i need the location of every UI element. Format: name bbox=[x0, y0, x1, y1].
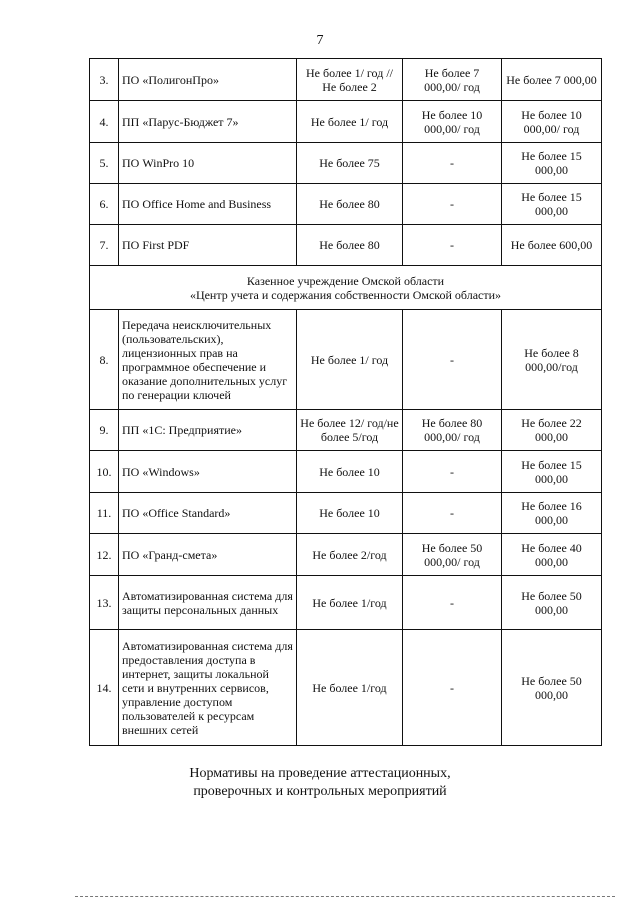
item-name: ПО «ПолигонПро» bbox=[119, 59, 297, 101]
row-number: 12. bbox=[90, 534, 119, 576]
item-name: ПП «1С: Предприятие» bbox=[119, 410, 297, 451]
table-body-a bbox=[90, 59, 602, 266]
price-cell: - bbox=[403, 310, 502, 410]
cost-cell: Не более 22 000,00 bbox=[502, 410, 602, 451]
row-number: 6. bbox=[90, 184, 119, 225]
cost-cell: Не более 15 000,00 bbox=[502, 184, 602, 225]
price-cell: Не более 80 000,00/ год bbox=[403, 410, 502, 451]
price-cell: - bbox=[403, 630, 502, 746]
section-header bbox=[90, 266, 602, 310]
cost-cell: Не более 50 000,00 bbox=[502, 576, 602, 630]
quantity-cell: Не более 1/ год bbox=[297, 310, 403, 410]
row-number: 14. bbox=[90, 630, 119, 746]
quantity-cell: Не более 1/ год // Не более 2 bbox=[297, 59, 403, 101]
item-name: ПО «Windows» bbox=[119, 451, 297, 493]
normatives-table bbox=[89, 58, 602, 746]
table-row bbox=[90, 184, 602, 225]
table-row bbox=[90, 225, 602, 266]
price-cell: Не более 10 000,00/ год bbox=[403, 101, 502, 143]
footer-heading bbox=[0, 765, 640, 801]
quantity-cell: Не более 75 bbox=[297, 143, 403, 184]
page-number: 7 bbox=[316, 33, 324, 48]
table-row bbox=[90, 143, 602, 184]
price-cell: - bbox=[403, 493, 502, 534]
row-number: 10. bbox=[90, 451, 119, 493]
item-name: ПО Office Home and Business bbox=[119, 184, 297, 225]
cost-cell: Не более 15 000,00 bbox=[502, 451, 602, 493]
table-row bbox=[90, 534, 602, 576]
quantity-cell: Не более 1/ год bbox=[297, 101, 403, 143]
row-number: 7. bbox=[90, 225, 119, 266]
cost-cell: Не более 16 000,00 bbox=[502, 493, 602, 534]
quantity-cell: Не более 1/год bbox=[297, 630, 403, 746]
row-number: 11. bbox=[90, 493, 119, 534]
row-number: 8. bbox=[90, 310, 119, 410]
bottom-divider bbox=[75, 896, 615, 897]
row-number: 4. bbox=[90, 101, 119, 143]
price-cell: - bbox=[403, 184, 502, 225]
item-name: Передача неисключительных (пользовательских), лицензионных прав на программное обеспечение и оказание дополнительных услуг по генерации ключей bbox=[119, 310, 297, 410]
cost-cell: Не более 600,00 bbox=[502, 225, 602, 266]
item-name: ПО WinPro 10 bbox=[119, 143, 297, 184]
quantity-cell: Не более 2/год bbox=[297, 534, 403, 576]
item-name: Автоматизированная система для предоставления доступа в интернет, защиты локальной сети и внутренних сервисов, управление доступом пользователей к ресурсам внешних сетей bbox=[119, 630, 297, 746]
section-title-line2: «Центр учета и содержания собственности Омской области» bbox=[189, 287, 502, 302]
table-row bbox=[90, 410, 602, 451]
row-number: 3. bbox=[90, 59, 119, 101]
table-row bbox=[90, 630, 602, 746]
item-name: Автоматизированная система для защиты персональных данных bbox=[119, 576, 297, 630]
table-row bbox=[90, 451, 602, 493]
item-name: ПО First PDF bbox=[119, 225, 297, 266]
price-cell: - bbox=[403, 576, 502, 630]
row-number: 13. bbox=[90, 576, 119, 630]
price-cell: Не более 7 000,00/ год bbox=[403, 59, 502, 101]
cost-cell: Не более 7 000,00 bbox=[502, 59, 602, 101]
row-number: 9. bbox=[90, 410, 119, 451]
item-name: ПО «Гранд-смета» bbox=[119, 534, 297, 576]
footer-heading-line1: Нормативы на проведение аттестационных, bbox=[189, 766, 451, 781]
item-name: ПО «Office Standard» bbox=[119, 493, 297, 534]
section-title-line1: Казенное учреждение Омской области bbox=[246, 273, 445, 288]
cost-cell: Не более 40 000,00 bbox=[502, 534, 602, 576]
quantity-cell: Не более 80 bbox=[297, 184, 403, 225]
table-row bbox=[90, 101, 602, 143]
price-cell: - bbox=[403, 451, 502, 493]
table-body-b bbox=[90, 310, 602, 746]
price-cell: Не более 50 000,00/ год bbox=[403, 534, 502, 576]
price-cell: - bbox=[403, 143, 502, 184]
table-row bbox=[90, 576, 602, 630]
price-cell: - bbox=[403, 225, 502, 266]
table-row bbox=[90, 493, 602, 534]
cost-cell: Не более 8 000,00/год bbox=[502, 310, 602, 410]
table-row bbox=[90, 310, 602, 410]
footer-heading-line2: проверочных и контрольных мероприятий bbox=[193, 784, 447, 799]
quantity-cell: Не более 10 bbox=[297, 493, 403, 534]
cost-cell: Не более 15 000,00 bbox=[502, 143, 602, 184]
quantity-cell: Не более 10 bbox=[297, 451, 403, 493]
quantity-cell: Не более 1/год bbox=[297, 576, 403, 630]
section-header-row bbox=[90, 266, 602, 310]
table-row bbox=[90, 59, 602, 101]
row-number: 5. bbox=[90, 143, 119, 184]
quantity-cell: Не более 12/ год/не более 5/год bbox=[297, 410, 403, 451]
item-name: ПП «Парус-Бюджет 7» bbox=[119, 101, 297, 143]
section-header-body bbox=[90, 266, 602, 310]
quantity-cell: Не более 80 bbox=[297, 225, 403, 266]
cost-cell: Не более 50 000,00 bbox=[502, 630, 602, 746]
cost-cell: Не более 10 000,00/ год bbox=[502, 101, 602, 143]
